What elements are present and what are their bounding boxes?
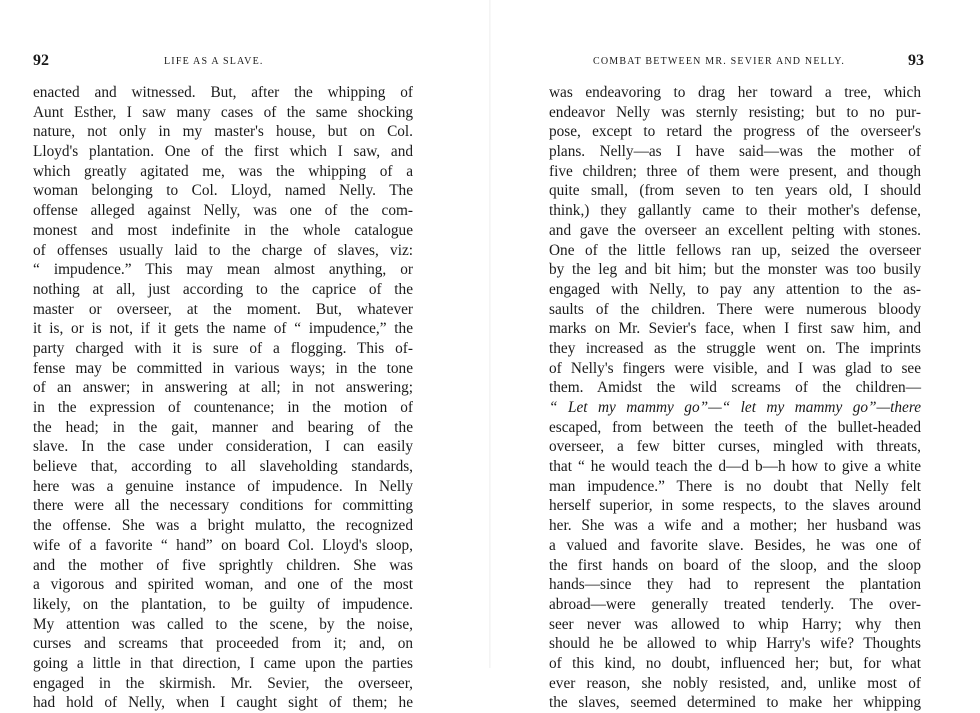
text-line: nature, not only in my master's house, but on Col. bbox=[33, 123, 413, 141]
text-line: in the expression of countenance; in the motion of bbox=[33, 399, 413, 416]
text-line: of Nelly's fingers were visible, and I was glad to see bbox=[549, 359, 921, 377]
text-line: Aunt Esther, I saw many cases of the same shocking bbox=[33, 103, 413, 121]
text-line: “ Let my mammy go”—“ let my mammy go”—there bbox=[549, 399, 921, 416]
text-line: escaped, from between the teeth of the bullet-headed bbox=[549, 418, 921, 436]
text-line: man impudence.” There is no doubt that Nelly felt bbox=[549, 477, 921, 495]
text-line: was endeavoring to drag her toward a tree, which bbox=[549, 84, 921, 101]
text-line: master or overseer, at the moment. But, whatever bbox=[33, 300, 413, 318]
text-line: which greatly agitated me, was the whipping of a bbox=[33, 162, 413, 180]
text-line: overseer, a few bitter curses, mingled with threats, bbox=[549, 438, 921, 456]
text-line: hands—since they had to represent the plantation bbox=[549, 576, 921, 594]
text-line: five children; three of them were present, and though bbox=[549, 162, 921, 180]
left-page bbox=[0, 0, 490, 712]
text-line: endeavor Nelly was sternly resisting; but to no pur- bbox=[549, 103, 921, 121]
text-line: One of the little fellows ran up, seized the overseer bbox=[549, 241, 921, 259]
text-line: and gave the overseer an excellent pelting with stones. bbox=[549, 221, 921, 239]
left-page-body bbox=[33, 83, 413, 713]
text-line: ever reason, she nobly resisted, and, unlike most of bbox=[549, 674, 921, 692]
left-running-head: LIFE AS A SLAVE. bbox=[164, 56, 264, 67]
text-line: nothing at all, just according to the caprice of the bbox=[33, 280, 413, 298]
text-line: fense may be committed in various ways; in the tone bbox=[33, 359, 413, 377]
text-line: “ impudence.” This may mean almost anything, or bbox=[33, 261, 413, 279]
text-line: of offenses usually laid to the charge of slaves, viz: bbox=[33, 241, 413, 259]
text-line: had hold of Nelly, when I caught sight of them; he bbox=[33, 694, 413, 712]
text-line: it is, or is not, if it gets the name of “ impudence,” the bbox=[33, 320, 413, 338]
right-page bbox=[490, 0, 980, 712]
text-line: going a little in that direction, I came upon the parties bbox=[33, 654, 413, 672]
right-page-body bbox=[549, 83, 921, 713]
text-line: pose, except to retard the progress of the overseer's bbox=[549, 123, 921, 141]
text-line: saults of the children. There were numerous bloody bbox=[549, 300, 921, 318]
text-line: woman belonging to Col. Lloyd, named Nelly. The bbox=[33, 182, 413, 200]
text-line: marks on Mr. Sevier's face, when I first saw him, and bbox=[549, 320, 921, 338]
text-line: here was a genuine instance of impudence. In Nelly bbox=[33, 477, 413, 495]
text-line: plans. Nelly—as I have said—was the mother of bbox=[549, 143, 921, 161]
text-line: that “ he would teach the d—d b—h how to give a white bbox=[549, 458, 921, 476]
text-line: of an answer; in answering at all; in not answering; bbox=[33, 379, 413, 397]
text-line: My attention was called to the scene, by the noise, bbox=[33, 615, 413, 633]
text-line: herself superior, in some respects, to the slaves around bbox=[549, 497, 921, 515]
text-line: them. Amidst the wild screams of the children— bbox=[549, 379, 921, 397]
left-page-header bbox=[0, 52, 490, 72]
text-line: offense alleged against Nelly, was one of the com- bbox=[33, 202, 413, 220]
text-line: engaged with Nelly, to pay any attention to the as- bbox=[549, 280, 921, 298]
text-line: curses and screams that proceeded from it; and, on bbox=[33, 635, 413, 653]
text-line: the first hands on board of the sloop, and the sloop bbox=[549, 556, 921, 574]
text-line: engaged in the skirmish. Mr. Sevier, the overseer, bbox=[33, 674, 413, 692]
text-line: likely, on the plantation, to be guilty of impudence. bbox=[33, 595, 413, 613]
right-page-number: 93 bbox=[908, 52, 924, 69]
text-line: slave. In the case under consideration, I can easily bbox=[33, 438, 413, 456]
text-line: think,) they gallantly came to their mother's defense, bbox=[549, 202, 921, 220]
text-line: they increased as the struggle went on. The imprints bbox=[549, 339, 921, 357]
right-page-header bbox=[490, 52, 980, 72]
left-page-number: 92 bbox=[33, 52, 49, 69]
text-line: seer never was allowed to whip Harry; why then bbox=[549, 615, 921, 633]
text-line: the slaves, seemed determined to make her whipping bbox=[549, 694, 921, 712]
text-line: the head; in the gait, manner and bearing of the bbox=[33, 418, 413, 436]
right-running-head: COMBAT BETWEEN MR. SEVIER AND NELLY. bbox=[593, 56, 846, 67]
text-line: and the mother of five sprightly children. She was bbox=[33, 556, 413, 574]
text-line: wife of a favorite “ hand” on board Col. Lloyd's sloop, bbox=[33, 536, 413, 554]
text-line: believe that, according to all slaveholding standards, bbox=[33, 458, 413, 476]
text-line: quite small, (from seven to ten years old, I should bbox=[549, 182, 921, 200]
text-line: the offense. She was a bright mulatto, the recognized bbox=[33, 517, 413, 535]
text-line: Lloyd's plantation. One of the first which I saw, and bbox=[33, 143, 413, 161]
text-line: her. She was a wife and a mother; her husband was bbox=[549, 517, 921, 535]
text-line: of this kind, no doubt, influenced her; but, for what bbox=[549, 654, 921, 672]
text-line: should he be allowed to whip Harry's wife? Thoughts bbox=[549, 635, 921, 653]
text-line: a valued and favorite slave. Besides, he was one of bbox=[549, 536, 921, 554]
text-line: party charged with it is sure of a flogging. This of- bbox=[33, 339, 413, 357]
text-line: there were all the necessary conditions for committing bbox=[33, 497, 413, 515]
text-line: enacted and witnessed. But, after the whipping of bbox=[33, 84, 413, 101]
text-line: abroad—were generally treated tenderly. The over- bbox=[549, 595, 921, 613]
text-line: a vigorous and spirited woman, and one of the most bbox=[33, 576, 413, 594]
text-line: by the leg and bit him; but the monster was too busily bbox=[549, 261, 921, 279]
text-line: monest and most indefinite in the whole catalogue bbox=[33, 221, 413, 239]
